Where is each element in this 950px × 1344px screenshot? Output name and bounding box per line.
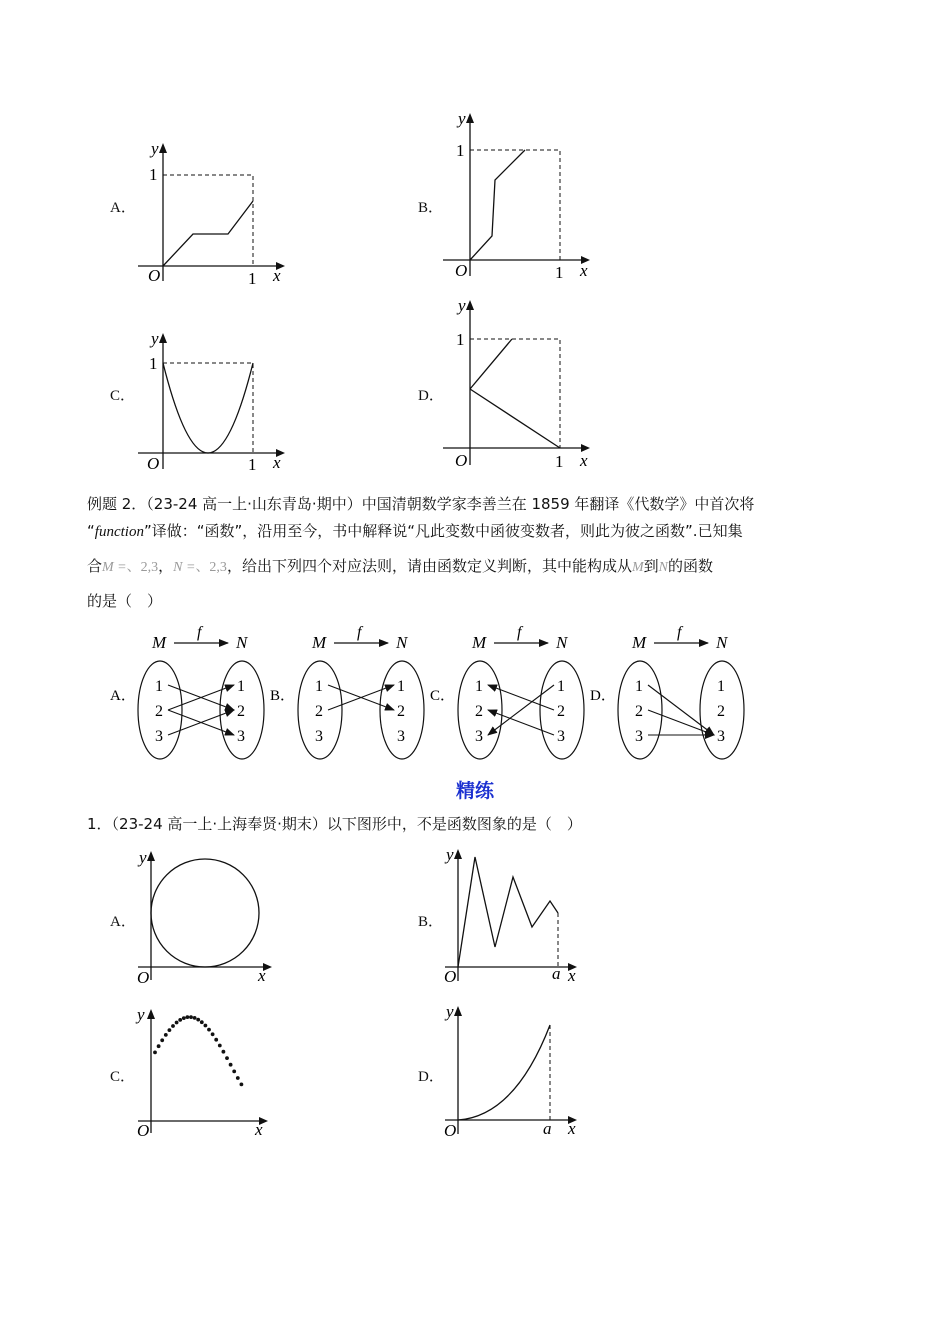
y-axis-arrow xyxy=(159,333,167,343)
set-m-element: 1 xyxy=(475,678,483,695)
q1-option-d-label: D． xyxy=(418,388,444,404)
set-m-element: 2 xyxy=(155,703,163,720)
origin-label: O xyxy=(147,454,160,473)
x-axis-label: x xyxy=(255,1120,263,1139)
set-n-values: 、2,3 xyxy=(195,560,227,575)
set-m-label: M xyxy=(472,633,487,652)
set-m-element: 3 xyxy=(315,728,323,745)
curve-dot xyxy=(186,1015,190,1019)
set-m-element: 2 xyxy=(635,703,643,720)
option-label: D． xyxy=(590,688,616,704)
x-axis-label: x xyxy=(568,966,576,985)
q1-graph-c xyxy=(135,328,295,478)
q1-option-b-label: B． xyxy=(418,200,444,216)
set-n-element: 3 xyxy=(397,728,405,745)
set-n-label: N xyxy=(396,633,408,652)
p1-option-b-label: B． xyxy=(418,914,444,930)
set-m-element: 1 xyxy=(315,678,323,695)
q1-option-a-label: A． xyxy=(110,200,136,216)
set-n-element: 3 xyxy=(717,728,725,745)
y-axis-arrow xyxy=(466,113,474,123)
y-axis-label: y xyxy=(137,1005,145,1024)
origin-label: O xyxy=(444,1121,457,1140)
set-n-element: 1 xyxy=(557,678,565,695)
set-n-element: 2 xyxy=(717,703,725,720)
set-n-element: 1 xyxy=(237,678,245,695)
set-m-element: 1 xyxy=(635,678,643,695)
zigzag-curve xyxy=(458,857,558,967)
set-n-element: 3 xyxy=(237,728,245,745)
map-label: f xyxy=(517,624,522,641)
q1-graph-a xyxy=(135,138,295,288)
set-m-label: M xyxy=(152,633,167,652)
y-axis-label: y xyxy=(151,329,159,348)
set-n-element: 2 xyxy=(397,703,405,720)
set-m-values: 、2,3 xyxy=(126,560,159,575)
origin-label: O xyxy=(455,451,468,470)
curve-dot xyxy=(204,1024,208,1028)
curve-dot xyxy=(207,1028,211,1032)
x-tick-label: 1 xyxy=(555,452,564,471)
curve-dot xyxy=(175,1021,179,1025)
map-label: f xyxy=(677,624,682,641)
curve-dot xyxy=(153,1051,157,1055)
x-axis-label: x xyxy=(580,451,588,470)
y-axis-arrow xyxy=(466,300,474,310)
mapping-diagram-d xyxy=(590,624,744,759)
p1-option-c-label: C． xyxy=(110,1069,136,1085)
set-m-element: 3 xyxy=(155,728,163,745)
curve-dot xyxy=(193,1016,197,1020)
y-axis-label: y xyxy=(458,109,466,128)
curve-dot xyxy=(229,1063,233,1067)
set-n-element: 1 xyxy=(397,678,405,695)
curve-dot xyxy=(218,1044,222,1048)
curve-dot xyxy=(232,1070,236,1074)
q1-graph-b xyxy=(440,108,600,283)
curve-dot xyxy=(168,1028,172,1032)
curve-dot xyxy=(240,1083,244,1087)
map-label: f xyxy=(197,624,202,641)
curve xyxy=(163,363,253,453)
set-m-element: 1 xyxy=(155,678,163,695)
curve xyxy=(458,1025,550,1120)
curve-dot xyxy=(182,1016,186,1020)
mapping-arrow xyxy=(648,685,714,735)
set-n-name: N = xyxy=(173,560,196,575)
p1-option-a-label: A． xyxy=(110,914,136,930)
circle-curve xyxy=(151,859,259,967)
y-axis-arrow xyxy=(159,143,167,153)
set-n-element: 3 xyxy=(557,728,565,745)
origin-label: O xyxy=(444,967,457,985)
map-label: f xyxy=(357,624,362,641)
x-tick-label: 1 xyxy=(555,263,564,282)
set-n-label: N xyxy=(236,633,248,652)
example2-line1: 例题 2．（23-24 高一上·山东青岛·期中）中国清朝数学家李善兰在 1859 年翻译《代数学》中首次将 xyxy=(87,495,755,513)
p1-graph-c xyxy=(133,1003,283,1143)
x-tick-label: 1 xyxy=(248,455,257,474)
section-title: 精练 xyxy=(455,780,494,802)
curve-dot xyxy=(157,1044,161,1048)
x-axis-label: x xyxy=(258,966,266,985)
y-axis-arrow xyxy=(454,1006,462,1016)
origin-label: O xyxy=(137,968,150,985)
example2-line4: 的是（ ） xyxy=(87,592,163,610)
a-label: a xyxy=(543,1119,552,1138)
dotted-curve xyxy=(153,1015,243,1086)
y-axis-label: y xyxy=(139,848,147,867)
function-word: function xyxy=(94,524,144,540)
curve xyxy=(470,150,525,260)
p1-graph-a xyxy=(133,845,283,985)
y-axis-label: y xyxy=(446,845,454,864)
curve-dot xyxy=(164,1033,168,1037)
origin-label: O xyxy=(148,266,161,285)
unit-box-dashed xyxy=(470,339,560,448)
set-n-element: 2 xyxy=(237,703,245,720)
mapping-diagram-c xyxy=(430,624,584,759)
curve-dot xyxy=(178,1018,182,1022)
y-tick-label: 1 xyxy=(456,330,465,349)
y-axis-label: y xyxy=(151,139,159,158)
curve-dot xyxy=(236,1076,240,1080)
option-label: A． xyxy=(110,688,136,704)
curve-dot xyxy=(222,1050,226,1054)
set-m-name: M = xyxy=(102,560,127,575)
q1-option-c-label: C． xyxy=(110,388,136,404)
p1-graph-d xyxy=(440,1000,590,1142)
origin-label: O xyxy=(455,261,468,280)
curve-dot xyxy=(200,1020,204,1024)
mapping-arrow xyxy=(488,710,554,735)
set-m-element: 2 xyxy=(475,703,483,720)
set-n-element: 2 xyxy=(557,703,565,720)
q1-graph-d xyxy=(440,295,600,475)
y-axis-label: y xyxy=(446,1002,454,1021)
mapping-arrow xyxy=(488,685,554,710)
curve-dot xyxy=(211,1032,215,1036)
y-axis-arrow xyxy=(147,851,155,861)
set-m-label: M xyxy=(632,633,647,652)
curve-dot xyxy=(196,1018,200,1022)
example2-line2: “function”译做：“函数”，沿用至今，书中解释说“凡此变数中函彼变数者，则此为彼之函数”.已知集 xyxy=(87,522,743,540)
curve-upper xyxy=(470,339,512,389)
y-tick-label: 1 xyxy=(456,141,465,160)
option-label: C． xyxy=(430,688,456,704)
set-m-element: 3 xyxy=(475,728,483,745)
option-label: B． xyxy=(270,688,296,704)
curve-dot xyxy=(160,1038,164,1042)
x-axis-label: x xyxy=(568,1119,576,1138)
y-axis-arrow xyxy=(147,1009,155,1019)
curve-dot xyxy=(171,1024,175,1028)
mapping-arrow xyxy=(648,710,714,735)
p1-option-d-label: D． xyxy=(418,1069,444,1085)
a-label: a xyxy=(552,964,561,983)
practice1-question: 1．（23-24 高一上·上海奉贤·期末）以下图形中，不是函数图象的是（ ） xyxy=(87,815,582,833)
set-m-element: 2 xyxy=(315,703,323,720)
set-m-element: 3 xyxy=(635,728,643,745)
curve xyxy=(163,201,253,266)
curve-dot xyxy=(214,1038,218,1042)
set-m-label: M xyxy=(312,633,327,652)
p1-graph-b xyxy=(440,843,590,985)
y-axis-arrow xyxy=(454,849,462,859)
curve-dot xyxy=(189,1015,193,1019)
x-axis-label: x xyxy=(580,261,588,280)
mapping-diagrams xyxy=(100,618,800,768)
x-axis-label: x xyxy=(273,453,281,472)
unit-box-dashed xyxy=(470,150,560,260)
x-axis-label: x xyxy=(273,266,281,285)
curve-dot xyxy=(225,1056,229,1060)
y-tick-label: 1 xyxy=(149,354,158,373)
mapping-arrow xyxy=(488,685,554,735)
mapping-diagram-a xyxy=(110,624,264,759)
mapping-diagram-b xyxy=(270,624,424,759)
example2-line3: 合M =、2,3，N =、2,3，给出下列四个对应法则，请由函数定义判断，其中能构成从M到N的函数 xyxy=(87,557,713,575)
set-n-element: 1 xyxy=(717,678,725,695)
set-n-label: N xyxy=(556,633,568,652)
x-tick-label: 1 xyxy=(248,269,257,288)
curve-lower xyxy=(470,389,560,448)
y-axis-label: y xyxy=(458,296,466,315)
y-tick-label: 1 xyxy=(149,165,158,184)
origin-label: O xyxy=(137,1121,150,1140)
set-n-label: N xyxy=(716,633,728,652)
